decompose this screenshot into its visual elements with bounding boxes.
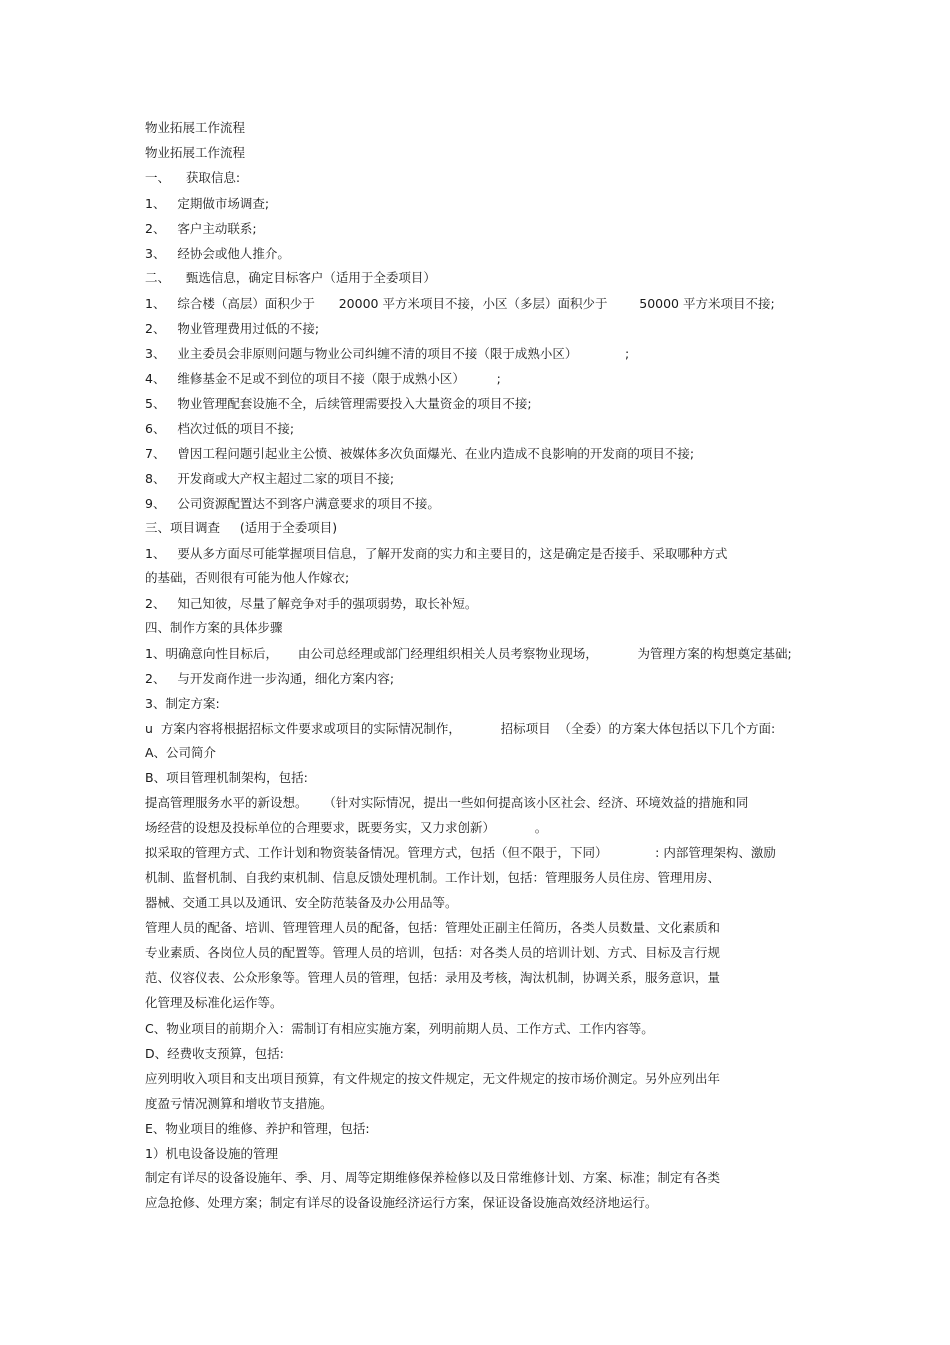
paragraph-line: 器械、交通工具以及通讯、安全防范装备及办公用品等。	[145, 895, 458, 910]
paragraph-line: 专业素质、各岗位人员的配置等。管理人员的培训，包括：对各类人员的培训计划、方式、目标及言行规	[145, 945, 721, 960]
paragraph-line: 管理人员的配备、培训、管理管理人员的配备，包括：管理处正副主任简历，各类人员数量、文化素质和	[145, 920, 721, 935]
paragraph-line: 拟采取的管理方式、工作计划和物资装备情况。管理方式，包括（但不限于，下同） : 内部管理架构、激励	[145, 845, 776, 860]
sub-heading: 1）机电设备设施的管理	[145, 1146, 278, 1161]
sub-heading: A、公司简介	[145, 745, 217, 760]
sub-heading: B、项目管理机制架构，包括:	[145, 770, 308, 785]
list-item: 3、 业主委员会非原则问题与物业公司纠缠不清的项目不接（限于成熟小区） ;	[145, 346, 630, 361]
paragraph-line: 1、 要从多方面尽可能掌握项目信息，了解开发商的实力和主要目的，这是确定是否接手、采取哪种方式	[145, 546, 728, 561]
paragraph-line: 应急抢修、处理方案；制定有详尽的设备设施经济运行方案，保证设备设施高效经济地运行。	[145, 1195, 658, 1210]
list-item: 1、 综合楼（高层）面积少于 20000 平方米项目不接，小区（多层）面积少于 50000 平方米项目不接;	[145, 296, 775, 311]
paragraph-line: 制定有详尽的设备设施年、季、月、周等定期维修保养检修以及日常维修计划、方案、标准；制定有各类	[145, 1170, 721, 1185]
list-item: 7、 曾因工程问题引起业主公愤、被媒体多次负面爆光、在业内造成不良影响的开发商的项目不接;	[145, 446, 695, 461]
list-item: 2、 与开发商作进一步沟通，细化方案内容;	[145, 671, 395, 686]
paragraph-line: 提高管理服务水平的新设想。 （针对实际情况，提出一些如何提高该小区社会、经济、环境效益的措施和同	[145, 795, 749, 810]
sub-heading: E、物业项目的维修、养护和管理，包括:	[145, 1121, 370, 1136]
paragraph-line: u 方案内容将根据招标文件要求或项目的实际情况制作， 招标项目 （全委）的方案大体包括以下几个方面:	[145, 721, 776, 736]
section-heading-1: 一、 获取信息:	[145, 170, 241, 185]
list-item: 6、 档次过低的项目不接;	[145, 421, 295, 436]
section-heading-2: 二、 甄选信息，确定目标客户（适用于全委项目）	[145, 270, 436, 285]
paragraph-line: 范、仪容仪表、公众形象等。管理人员的管理，包括：录用及考核，淘汰机制，协调关系，服务意识，量	[145, 970, 721, 985]
paragraph-line: 机制、监督机制、自我约束机制、信息反馈处理机制。工作计划，包括：管理服务人员住房、管理用房、	[145, 870, 721, 885]
list-item: 9、 公司资源配置达不到客户满意要求的项目不接。	[145, 496, 440, 511]
section-heading-3: 三、项目调查 (适用于全委项目)	[145, 520, 338, 535]
section-heading-4: 四、制作方案的具体步骤	[145, 620, 283, 635]
list-item: 4、 维修基金不足或不到位的项目不接（限于成熟小区） ;	[145, 371, 501, 386]
list-item: 3、制定方案:	[145, 696, 220, 711]
paragraph-line: 应列明收入项目和支出项目预算，有文件规定的按文件规定，无文件规定的按市场价测定。另外应列出年	[145, 1071, 721, 1086]
paragraph-line: 化管理及标准化运作等。	[145, 995, 283, 1010]
doc-title: 物业拓展工作流程	[145, 120, 246, 135]
paragraph-line: 度盈亏情况测算和增收节支措施。	[145, 1096, 333, 1111]
paragraph-line: 的基础，否则很有可能为他人作嫁衣;	[145, 570, 350, 585]
list-item: 2、 知己知彼，尽量了解竞争对手的强项弱势，取长补短。	[145, 596, 478, 611]
list-item: 5、 物业管理配套设施不全，后续管理需要投入大量资金的项目不接;	[145, 396, 532, 411]
sub-heading: D、经费收支预算，包括:	[145, 1046, 284, 1061]
sub-heading: C、物业项目的前期介入：需制订有相应实施方案，列明前期人员、工作方式、工作内容等。	[145, 1021, 654, 1036]
list-item: 1、 定期做市场调查;	[145, 196, 270, 211]
list-item: 2、 客户主动联系;	[145, 221, 257, 236]
list-item: 3、 经协会或他人推介。	[145, 246, 290, 261]
paragraph-line: 场经营的设想及投标单位的合理要求，既要务实，又力求创新） 。	[145, 820, 548, 835]
doc-heading: 物业拓展工作流程	[145, 145, 246, 160]
list-item: 1、明确意向性目标后， 由公司总经理或部门经理组织相关人员考察物业现场， 为管理方案的构想奠定基础;	[145, 646, 792, 661]
list-item: 2、 物业管理费用过低的不接;	[145, 321, 320, 336]
list-item: 8、 开发商或大产权主超过二家的项目不接;	[145, 471, 395, 486]
